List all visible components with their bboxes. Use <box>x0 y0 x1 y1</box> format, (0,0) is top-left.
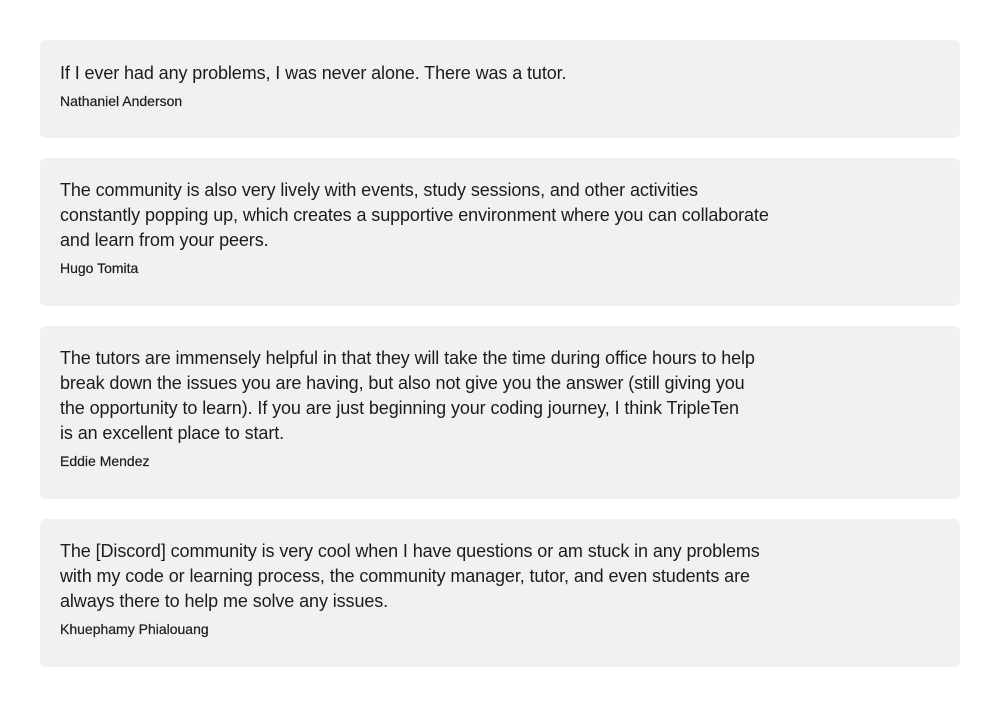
testimonial-author: Eddie Mendez <box>60 453 150 469</box>
testimonial-author: Hugo Tomita <box>60 260 139 276</box>
testimonial-card <box>40 158 960 306</box>
testimonial-quote: The community is also very lively with events, study sessions, and other activities constantly popping up, which creates a supportive environment where you can collaborate and learn from your peers. <box>60 180 769 250</box>
testimonial-quote: The [Discord] community is very cool when I have questions or am stuck in any problems with my code or learning process, the community manager, tutor, and even students are always there to help me solve any issues. <box>60 541 760 611</box>
testimonial-quote: If I ever had any problems, I was never alone. There was a tutor. <box>60 63 567 83</box>
testimonial-quote: The tutors are immensely helpful in that they will take the time during office hours to help break down the issues you are having, but also not give you the answer (still giving you the opportunity to learn). If you are just beginning your coding journey, I think TripleTen is an excellent place to start. <box>60 348 755 443</box>
testimonial-card <box>40 40 960 138</box>
testimonial-author: Nathaniel Anderson <box>60 93 183 109</box>
testimonial-author: Khuephamy Phialouang <box>60 621 209 637</box>
testimonial-card <box>40 519 960 667</box>
testimonial-card <box>40 326 960 499</box>
